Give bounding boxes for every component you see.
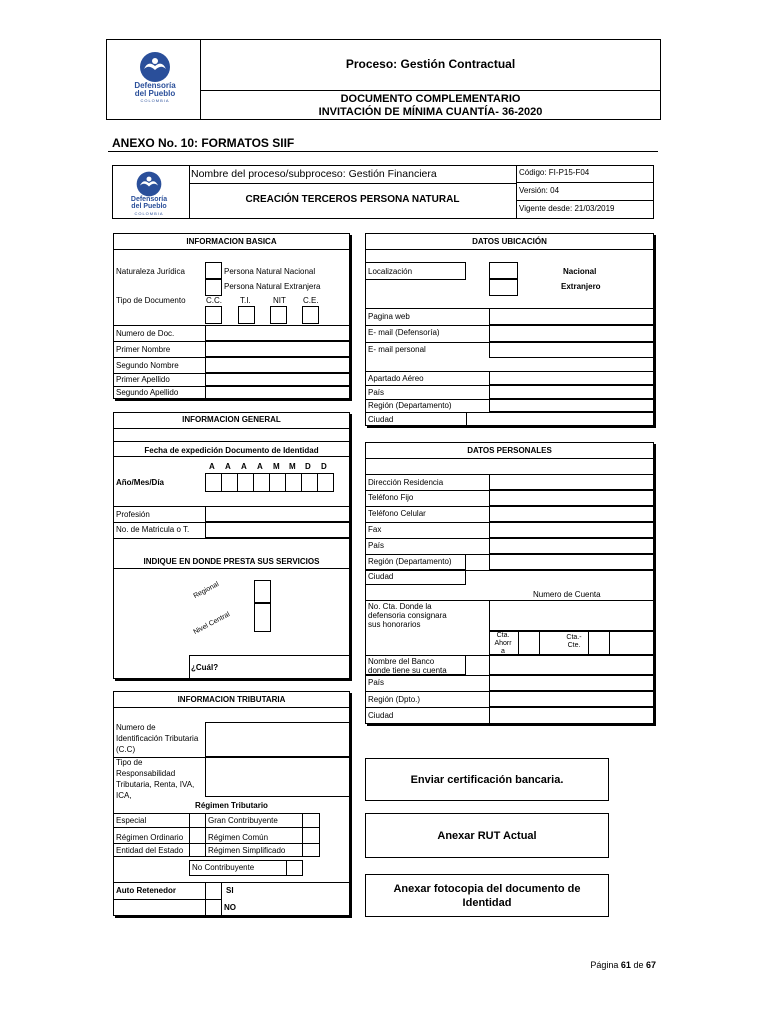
first-name-label: Primer Nombre xyxy=(116,345,171,354)
state-entity-label: Entidad del Estado xyxy=(116,846,184,855)
web-page-label: Pagina web xyxy=(368,312,410,321)
personal-city-label: Ciudad xyxy=(368,572,394,581)
doc-number-label: Numero de Doc. xyxy=(116,329,175,338)
page-number xyxy=(560,960,656,970)
localization-label: Localización xyxy=(368,267,413,276)
self-withholder-label: Auto Retenedor xyxy=(116,886,176,895)
personal-region-label: Región (Departamento) xyxy=(368,557,452,566)
date-letter-1: A xyxy=(209,462,215,471)
national-checkbox[interactable] xyxy=(205,262,222,279)
regional-label: Regional xyxy=(192,580,221,601)
profession-field[interactable] xyxy=(205,506,350,522)
second-name-label: Segundo Nombre xyxy=(116,361,179,370)
location-title: DATOS UBICACIÓN xyxy=(472,237,547,246)
bank-region-label: Región (Dpto.) xyxy=(368,695,421,704)
defensoria-logo-small xyxy=(126,170,172,218)
doc-type-nit-label: NIT xyxy=(273,296,286,305)
tax-info-title: INFORMACION TRIBUTARIA xyxy=(177,695,286,704)
account-where-label-1: No. Cta. Donde la xyxy=(368,602,432,611)
bank-city-field[interactable] xyxy=(489,707,654,724)
resp-type-label: Tipo de Responsabilidad Tributaria, Renta, IVA, ICA, xyxy=(116,758,195,800)
big-contributor-label: Gran Contribuyente xyxy=(208,816,278,825)
address-label: Dirección Residencia xyxy=(368,478,444,487)
resp-type-field[interactable] xyxy=(205,757,350,797)
mobile-label: Teléfono Celular xyxy=(368,509,426,518)
doc-type-ti-label: T.I. xyxy=(240,296,251,305)
logo-text-1: Defensoría xyxy=(134,81,176,90)
page-total: 67 xyxy=(645,960,656,970)
simplified-regime-checkbox[interactable] xyxy=(302,843,320,857)
date-letter-7: D xyxy=(305,462,311,471)
central-level-checkbox[interactable] xyxy=(254,603,271,632)
process-name: Nombre del proceso/subproceso: Gestión Financiera xyxy=(191,168,437,180)
national-option-label: Persona Natural Nacional xyxy=(224,267,316,276)
simplified-regime-label: Régimen Simplificado xyxy=(208,846,286,855)
date-letter-4: A xyxy=(257,462,263,471)
first-surname-field[interactable] xyxy=(205,373,350,386)
web-page-field[interactable] xyxy=(489,308,654,325)
ordinary-regime-label: Régimen Ordinario xyxy=(116,833,184,842)
page-of-word: de xyxy=(633,960,644,970)
location-region-field[interactable] xyxy=(489,399,654,412)
bank-city-label: Ciudad xyxy=(368,711,394,720)
page-word: Página xyxy=(590,960,619,970)
location-national-label: Nacional xyxy=(563,267,597,276)
doc-type-ti-checkbox[interactable] xyxy=(238,306,255,324)
doc-type-ce-checkbox[interactable] xyxy=(302,306,319,324)
registration-field[interactable] xyxy=(205,522,350,538)
po-box-field[interactable] xyxy=(489,371,654,385)
savings-label: Cta. Ahorr a xyxy=(494,632,512,655)
first-surname-label: Primer Apellido xyxy=(116,375,170,384)
checking-label: Cta.- Cte. xyxy=(566,634,582,649)
big-contributor-checkbox[interactable] xyxy=(302,813,320,828)
common-regime-checkbox[interactable] xyxy=(302,827,320,844)
location-city-label: Ciudad xyxy=(368,415,394,424)
savings-checkbox[interactable] xyxy=(518,631,540,655)
regime-title: Régimen Tributario xyxy=(195,801,268,810)
account-where-label-2: defensoria consignara xyxy=(368,611,447,620)
issue-date-title: Fecha de expedición Documento de Identidad xyxy=(144,446,319,455)
services-title: INDIQUE EN DONDE PRESTA SUS SERVICIOS xyxy=(143,557,320,566)
bank-name-label-1: Nombre del Banco xyxy=(368,657,435,666)
profession-label: Profesión xyxy=(116,510,150,519)
bank-name-field[interactable] xyxy=(365,655,466,675)
page-current: 61 xyxy=(620,960,631,970)
location-region-label: Región (Departamento) xyxy=(368,401,452,410)
doc-type-cc-label: C.C. xyxy=(206,296,222,305)
tax-id-label: Numero de Identificación Tributaria (C.C) xyxy=(116,723,199,754)
special-regime-label: Especial xyxy=(116,816,147,825)
basic-info-title: INFORMACION BASICA xyxy=(186,237,277,246)
id-copy-text: Anexar fotocopia del documento de Identidad xyxy=(393,882,581,909)
logo-text-2: del Pueblo xyxy=(134,89,176,98)
non-contributor-checkbox[interactable] xyxy=(286,860,303,876)
email-defensoria-label: E- mail (Defensoría) xyxy=(368,328,440,337)
doc-type-label: Tipo de Documento xyxy=(116,296,186,305)
personal-region-value[interactable] xyxy=(489,554,654,570)
foreign-checkbox[interactable] xyxy=(205,279,222,296)
doc-number-field[interactable] xyxy=(205,325,350,341)
fax-field[interactable] xyxy=(489,522,654,538)
phone-label: Teléfono Fijo xyxy=(368,493,414,502)
bank-certification-text: Enviar certificación bancaria. xyxy=(410,773,564,786)
logo-small-text-2: del Pueblo xyxy=(131,203,167,210)
logo-small-text-1: Defensoría xyxy=(130,196,168,203)
bank-country-field[interactable] xyxy=(489,675,654,691)
doc-type-nit-checkbox[interactable] xyxy=(270,306,287,324)
date-letter-2: A xyxy=(225,462,231,471)
personal-data-title: DATOS PERSONALES xyxy=(467,446,552,455)
second-surname-label: Segundo Apellido xyxy=(116,388,179,397)
rut-text: Anexar RUT Actual xyxy=(437,829,537,842)
location-national-checkbox[interactable] xyxy=(489,262,518,279)
second-surname-field[interactable] xyxy=(205,386,350,399)
date-letter-5: M xyxy=(273,462,280,471)
foreign-option-label: Persona Natural Extranjera xyxy=(224,282,321,291)
rut-note xyxy=(365,813,609,858)
invitation-title: INVITACIÓN DE MÍNIMA CUANTÍA- 36-2020 xyxy=(318,106,543,118)
document-type: DOCUMENTO COMPLEMENTARIO xyxy=(340,93,521,105)
location-country-label: País xyxy=(368,388,385,397)
registration-label: No. de Matricula o T. xyxy=(116,525,190,534)
personal-country-field[interactable] xyxy=(489,538,654,554)
date-letter-3: A xyxy=(241,462,247,471)
form-version: Versión: 04 xyxy=(519,186,560,195)
personal-region-field[interactable] xyxy=(365,554,466,570)
annex-title: ANEXO No. 10: FORMATOS SIIF xyxy=(112,136,295,150)
form-valid-date: Vigente desde: 21/03/2019 xyxy=(519,204,615,213)
fax-label: Fax xyxy=(368,525,382,534)
self-withholder-yes-label: SI xyxy=(226,886,234,895)
process-title: Proceso: Gestión Contractual xyxy=(345,57,516,71)
first-name-field[interactable] xyxy=(205,341,350,357)
phone-field[interactable] xyxy=(489,490,654,506)
email-personal-field[interactable] xyxy=(489,342,654,358)
bank-name-value[interactable] xyxy=(489,655,654,675)
which-label: ¿Cuál? xyxy=(191,663,219,672)
logo-small-text-3: COLOMBIA xyxy=(134,211,164,216)
email-defensoria-field[interactable] xyxy=(489,325,654,342)
personal-city-field[interactable] xyxy=(365,570,466,585)
defensoria-logo xyxy=(128,50,182,108)
account-number-field[interactable] xyxy=(489,600,654,631)
bank-certification-note xyxy=(365,758,609,801)
bank-name-label-2: donde tiene su cuenta xyxy=(368,666,447,675)
regional-checkbox[interactable] xyxy=(254,580,271,603)
central-level-label: Nivel Central xyxy=(192,611,232,637)
bank-country-label: País xyxy=(368,678,385,687)
date-letter-8: D xyxy=(321,462,327,471)
bank-region-field[interactable] xyxy=(489,691,654,707)
location-foreign-checkbox[interactable] xyxy=(489,279,518,296)
location-foreign-label: Extranjero xyxy=(561,282,601,291)
form-title: CREACIÓN TERCEROS PERSONA NATURAL xyxy=(245,194,460,205)
doc-type-ce-label: C.E. xyxy=(303,296,319,305)
ymd-label: Año/Mes/Día xyxy=(116,478,165,487)
date-letter-6: M xyxy=(289,462,296,471)
localization-field[interactable] xyxy=(365,262,466,280)
email-personal-label: E- mail personal xyxy=(368,345,426,354)
general-info-title: INFORMACION GENERAL xyxy=(182,415,281,424)
po-box-label: Apartado Aéreo xyxy=(368,374,424,383)
legal-nature-label: Naturaleza Jurídica xyxy=(116,267,185,276)
location-country-field[interactable] xyxy=(489,385,654,399)
date-letters-row xyxy=(205,462,333,472)
mobile-field[interactable] xyxy=(489,506,654,522)
account-number-label: Numero de Cuenta xyxy=(533,590,601,599)
special-regime-checkbox[interactable] xyxy=(189,813,206,828)
issue-date-boxes[interactable] xyxy=(205,473,333,492)
tax-id-field[interactable] xyxy=(205,722,350,757)
personal-country-label: País xyxy=(368,541,385,550)
self-withholder-no-label: NO xyxy=(224,903,236,912)
address-field[interactable] xyxy=(489,474,654,490)
logo-text-3: COLOMBIA xyxy=(140,98,170,103)
second-name-field[interactable] xyxy=(205,357,350,373)
checking-checkbox[interactable] xyxy=(588,631,610,655)
non-contributor-label: No Contribuyente xyxy=(192,863,255,872)
doc-type-cc-checkbox[interactable] xyxy=(205,306,222,324)
common-regime-label: Régimen Común xyxy=(208,833,269,842)
account-where-label-3: sus honorarios xyxy=(368,620,421,629)
form-code: Código: FI-P15-F04 xyxy=(519,168,590,177)
id-copy-note xyxy=(365,874,609,917)
